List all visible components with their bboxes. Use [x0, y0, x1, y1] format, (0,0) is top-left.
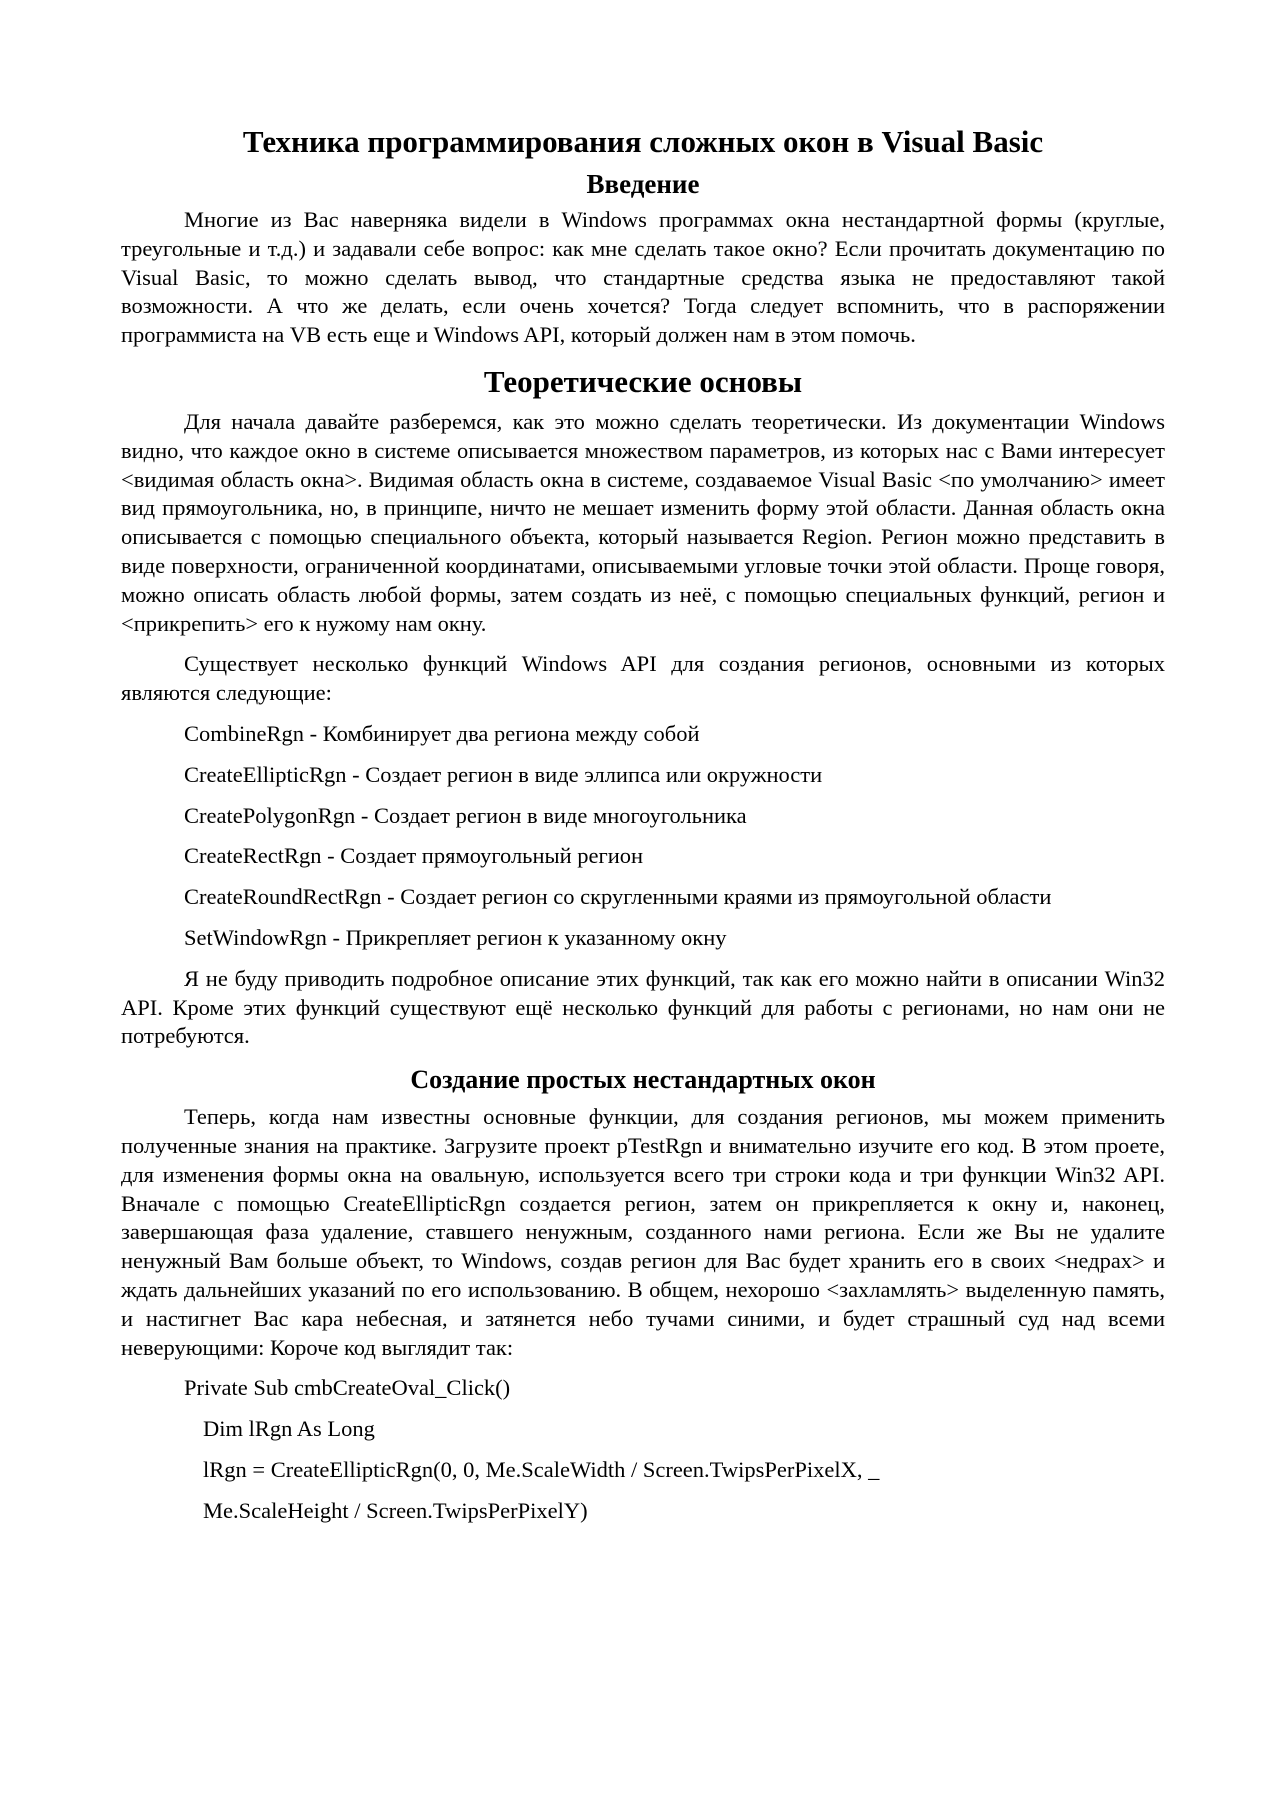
function-item: CreateRectRgn - Создает прямоугольный регион [184, 843, 644, 869]
theory-paragraph: Для начала давайте разберемся, как это можно сделать теоретически. Из документации Windows видно, что каждое окно в системе описывается множеством параметров, из которых нас с Вами интересует <видимая область окна>. Видимая область окна в системе, создаваемое Visual Basic <по умолчанию> имеет вид прямоугольника, но, в принципе, ничто не мешает изменить форму этой области. Данная область окна описывается с помощью специального объекта, который называется Region. Регион можно представить в виде поверхности, ограниченной координатами, описываемыми угловые точки этой области. Проще говоря, можно описать область любой формы, затем создать из неё, с помощью специальных функций, регион и <прикрепить> его к нужому нам окну. [121, 408, 1165, 636]
code-line: Me.ScaleHeight / Screen.TwipsPerPixelY) [203, 1497, 588, 1523]
function-item: CreateRoundRectRgn - Создает регион со скругленными краями из прямоугольной области [184, 884, 1052, 910]
intro-paragraph: Многие из Вас наверняка видели в Windows программах окна нестандартной формы (круглые, треугольные и т.д.) и задавали себе вопрос: как мне сделать такое окно? Если прочитать документацию по Visual Basic, то можно сделать вывод, что стандартные средства языка не предоставляют такой возможности. А что же делать, если очень хочется? Тогда следует вспомнить, что в распоряжении программиста на VB есть еще и Windows API, который должен нам в этом помочь. [121, 207, 1165, 348]
functions-outro-paragraph: Я не буду приводить подробное описание этих функций, так как его можно найти в описании Win32 API. Кроме этих функций существуют ещё несколько функций для работы с регионами, но нам они не потребуются. [121, 965, 1165, 1049]
document-content [121, 122, 1165, 1537]
function-item: CombineRgn - Комбинирует два региона между собой [184, 720, 700, 746]
theory-heading: Теоретические основы [483, 363, 803, 399]
function-item: CreatePolygonRgn - Создает регион в виде многоугольника [184, 802, 747, 828]
code-line: Dim lRgn As Long [203, 1416, 375, 1442]
intro-heading: Введение [586, 169, 700, 199]
functions-intro-paragraph: Существует несколько функций Windows API для создания регионов, основными из которых являются следующие: [121, 651, 1165, 706]
function-item: CreateEllipticRgn - Создает регион в виде эллипса или окружности [184, 761, 823, 787]
code-line: lRgn = CreateEllipticRgn(0, 0, Me.ScaleWidth / Screen.TwipsPerPixelX, _ [203, 1456, 880, 1482]
simple-windows-paragraph: Теперь, когда нам известны основные функции, для создания регионов, мы можем применить полученные знания на практике. Загрузите проект pTestRgn и внимательно изучите его код. В этом проете, для изменения формы окна на овальную, используется всего три строки кода и три функции Win32 API. Вначале с помощью CreateEllipticRgn создается регион, затем он прикрепляется к окну и, наконец, завершающая фаза удаление, ставшего ненужным, созданного нами региона. Если же Вы не удалите ненужный Вам больше объект, то Windows, создав регион для Вас будет хранить его в своих <недрах> и ждать дальнейших указаний по его использованию. В общем, нехорошо <захламлять> выделенную память, и настигнет Вас кара небесная, и затянется небо тучами синими, и будет страшный суд над всеми неверующими: Короче код выглядит так: [121, 1104, 1165, 1360]
function-item: SetWindowRgn - Прикрепляет регион к указанному окну [184, 924, 727, 950]
code-line: Private Sub cmbCreateOval_Click() [184, 1375, 511, 1401]
document-title: Техника программирования сложных окон в Visual Basic [242, 124, 1044, 159]
simple-windows-heading: Создание простых нестандартных окон [410, 1065, 876, 1095]
